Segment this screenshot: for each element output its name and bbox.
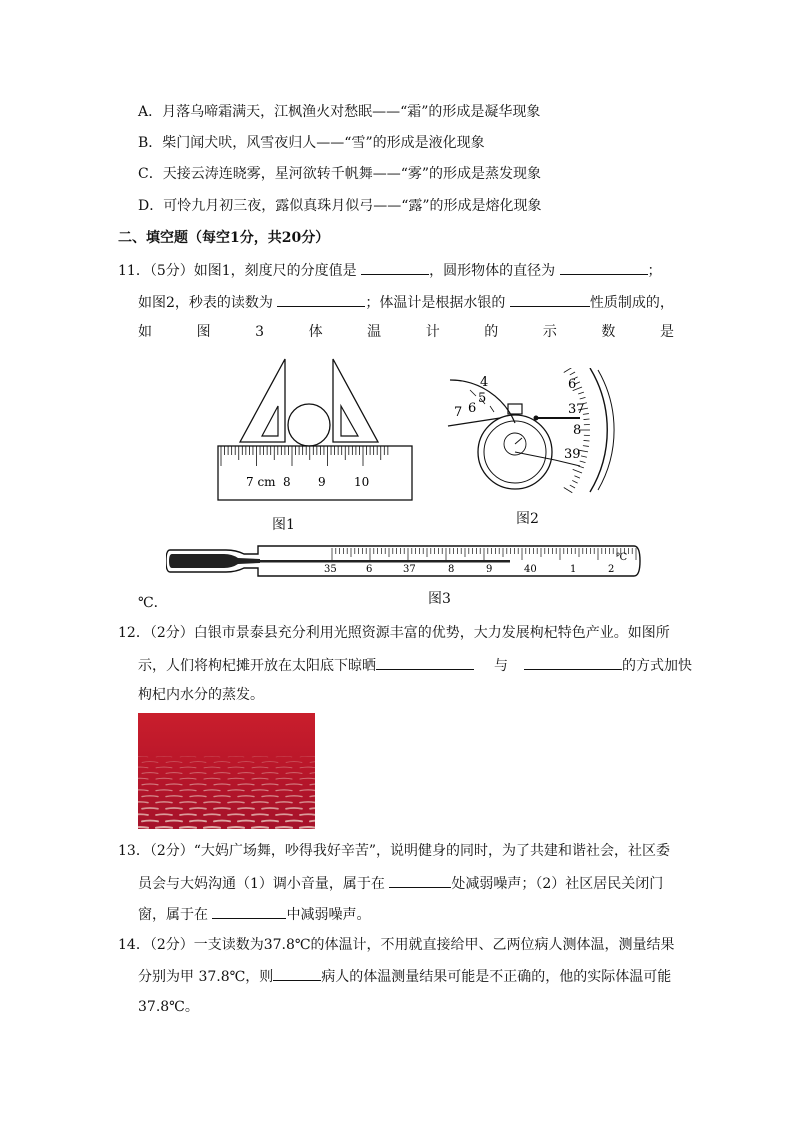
left-dial-label-5: 5 bbox=[478, 391, 487, 406]
photo-stripe bbox=[138, 814, 148, 815]
ruler-label-9: 9 bbox=[318, 475, 326, 489]
ruler-label-7: 7 cm bbox=[246, 475, 276, 489]
photo-stripe bbox=[262, 796, 278, 797]
photo-stripe bbox=[310, 796, 315, 797]
answer-blank[interactable] bbox=[277, 292, 365, 307]
q11-char: 数 bbox=[601, 324, 616, 340]
scale-tick bbox=[580, 461, 586, 463]
photo-stripe bbox=[228, 802, 244, 803]
photo-stripe bbox=[138, 790, 148, 791]
thermo-label-39: 9 bbox=[486, 564, 493, 575]
right-dial-arc bbox=[590, 368, 607, 492]
photo-stripe bbox=[286, 808, 302, 809]
thermo-label-41: 1 bbox=[570, 564, 577, 575]
photo-stripe bbox=[300, 827, 315, 828]
choice-b: B．柴门闻犬吠，风雪夜归人——“雪”的形成是液化现象 bbox=[138, 135, 485, 151]
figure-2-caption: 图2 bbox=[516, 511, 539, 527]
photo-stripe bbox=[190, 796, 206, 797]
q13-line3 bbox=[138, 904, 370, 925]
scale-tick bbox=[570, 485, 575, 488]
figure-1-ruler bbox=[210, 354, 420, 504]
photo-stripe bbox=[238, 796, 254, 797]
answer-blank[interactable] bbox=[212, 904, 286, 919]
q14-line3: 37.8℃。 bbox=[138, 999, 199, 1015]
photo-stripe bbox=[180, 827, 196, 828]
thermo-unit: ℃ bbox=[616, 552, 628, 563]
scale-tick bbox=[574, 476, 579, 478]
scale-tick bbox=[572, 480, 577, 483]
right-dial-label-39: 39 bbox=[564, 447, 581, 462]
photo-stripe bbox=[156, 814, 172, 815]
photo-stripe bbox=[156, 802, 172, 803]
photo-stripe bbox=[142, 796, 158, 797]
answer-blank[interactable] bbox=[361, 260, 429, 275]
choice-a: A．月落乌啼霜满天，江枫渔火对愁眠——“霜”的形成是凝华现象 bbox=[138, 104, 541, 120]
photo-stripe bbox=[204, 827, 220, 828]
photo-stripe bbox=[300, 814, 315, 815]
photo-stripe bbox=[276, 814, 292, 815]
q11-line2 bbox=[138, 292, 674, 313]
q11-char: 体 bbox=[308, 324, 323, 340]
q11-text-d: 如图2，秒表的读数为 bbox=[138, 295, 273, 311]
photo-stripe bbox=[214, 808, 230, 809]
photo-stripe bbox=[180, 814, 196, 815]
ruler-body bbox=[218, 446, 412, 500]
photo-stripe bbox=[252, 790, 268, 791]
photo-stripe bbox=[238, 808, 254, 809]
photo-stripe bbox=[286, 796, 302, 797]
scale-tick bbox=[578, 466, 584, 468]
scale-tick bbox=[584, 419, 590, 420]
photo-stripe bbox=[300, 790, 315, 791]
scale-tick bbox=[584, 440, 590, 441]
q12-line3: 枸杞内水分的蒸发。 bbox=[138, 687, 264, 703]
photo-stripe bbox=[180, 790, 196, 791]
q11-char: 图 bbox=[196, 324, 211, 340]
right-triangle-inner bbox=[341, 406, 358, 436]
photo-stripe bbox=[252, 802, 268, 803]
right-dial-label-37: 37 bbox=[568, 402, 585, 417]
mercury-column bbox=[260, 560, 510, 563]
second-hand bbox=[515, 452, 555, 460]
answer-blank[interactable] bbox=[524, 655, 622, 670]
goji-drying-photo bbox=[138, 713, 315, 829]
answer-blank[interactable] bbox=[273, 966, 321, 981]
q12-text-b: 与 bbox=[494, 658, 508, 674]
scale-tick bbox=[570, 372, 575, 375]
q11-char: 示 bbox=[542, 324, 557, 340]
scale-tick bbox=[573, 469, 582, 473]
photo-stripe bbox=[286, 821, 302, 822]
photo-stripe bbox=[166, 821, 182, 822]
photo-stripe bbox=[156, 790, 172, 791]
q13-line2 bbox=[138, 873, 663, 894]
q11-text-e: ；体温计是根据水银的 bbox=[365, 295, 506, 311]
answer-blank[interactable] bbox=[389, 873, 451, 888]
photo-stripe bbox=[228, 790, 244, 791]
photo-stripe bbox=[190, 808, 206, 809]
q12-line1: 12．（2分）白银市景泰县充分利用光照资源丰富的优势，大力发展枸杞特色产业。如图所 bbox=[118, 625, 670, 641]
scale-tick bbox=[581, 456, 587, 457]
photo-stripe bbox=[166, 796, 182, 797]
section-title: 二、填空题（每空1分，共20分） bbox=[118, 230, 330, 246]
thermo-label-37: 37 bbox=[403, 564, 416, 575]
q11-char: 3 bbox=[255, 324, 265, 340]
photo-stripe bbox=[156, 827, 172, 828]
ruler-label-10: 10 bbox=[354, 475, 370, 489]
q11-char: 如 bbox=[138, 324, 152, 340]
q14-line1: 14．（2分）一支读数为37.8℃的体温计，不用就直接给甲、乙两位病人测体温，测量结果 bbox=[118, 937, 675, 953]
q11-text-c: ； bbox=[647, 263, 662, 279]
q14-line2 bbox=[138, 966, 671, 987]
right-triangle bbox=[333, 359, 378, 442]
photo-stripe bbox=[204, 814, 220, 815]
q11-char: 的 bbox=[484, 324, 499, 340]
photo-stripe bbox=[310, 784, 315, 785]
q13-line1: 13．（2分）“大妈广场舞，吵得我好辛苦”，说明健身的同时，为了共建和谐社会，社区委 bbox=[118, 843, 671, 859]
left-dial-label-7: 7 bbox=[454, 405, 463, 420]
figure-2-stopwatch bbox=[440, 368, 620, 498]
answer-blank[interactable] bbox=[560, 260, 648, 275]
q11-char: 计 bbox=[425, 324, 440, 340]
round-object bbox=[288, 404, 330, 446]
answer-blank[interactable] bbox=[510, 292, 590, 307]
thermo-label-40: 40 bbox=[524, 564, 537, 575]
q13-text-c: 窗，属于在 bbox=[138, 907, 208, 923]
thermo-label-35: 35 bbox=[324, 564, 337, 575]
q11-char: 温 bbox=[367, 324, 382, 340]
ruler-label-8: 8 bbox=[283, 475, 291, 489]
left-dial-label-6: 6 bbox=[468, 401, 477, 416]
q13-text-d: 中减弱噪声。 bbox=[286, 907, 371, 923]
q11-line1 bbox=[118, 260, 662, 281]
photo-stripe bbox=[276, 790, 292, 791]
photo-stripe bbox=[142, 821, 158, 822]
left-dial-label-4: 4 bbox=[480, 375, 489, 390]
q11-char: 是 bbox=[659, 324, 674, 340]
scale-tick bbox=[578, 392, 584, 394]
thermo-label-42: 2 bbox=[608, 564, 615, 575]
answer-blank[interactable] bbox=[376, 655, 474, 670]
q11-text-b: ，圆形物体的直径为 bbox=[429, 263, 556, 279]
thermo-label-38: 8 bbox=[448, 564, 455, 575]
photo-stripe bbox=[204, 802, 220, 803]
photo-stripe bbox=[310, 808, 315, 809]
photo-stripe bbox=[310, 821, 315, 822]
choice-d: D．可怜九月初三夜，露似真珠月似弓——“露”的形成是熔化现象 bbox=[138, 198, 542, 214]
photo-stripe bbox=[228, 814, 244, 815]
photo-stripe bbox=[204, 790, 220, 791]
q11-text-f: 性质制成的， bbox=[589, 295, 674, 311]
left-triangle-inner bbox=[262, 406, 278, 436]
figure-3-caption: 图3 bbox=[428, 591, 451, 607]
figure-1-caption: 图1 bbox=[272, 517, 295, 533]
photo-stripe bbox=[252, 814, 268, 815]
scale-tick bbox=[583, 446, 589, 447]
q13-text-a: 员会与大妈沟通（1）调小音量，属于在 bbox=[138, 876, 385, 892]
photo-stripe bbox=[262, 808, 278, 809]
photo-stripe bbox=[138, 802, 148, 803]
photo-stripe bbox=[276, 827, 292, 828]
photo-stripe bbox=[238, 821, 254, 822]
photo-stripe bbox=[138, 827, 148, 828]
photo-stripe bbox=[180, 802, 196, 803]
photo-stripe bbox=[228, 827, 244, 828]
photo-stripe bbox=[300, 802, 315, 803]
photo-stripe bbox=[190, 821, 206, 822]
photo-stripe bbox=[214, 821, 230, 822]
q11-tail: ℃． bbox=[138, 595, 168, 611]
scale-tick bbox=[564, 368, 573, 373]
q12-line2 bbox=[138, 655, 692, 676]
choice-c: C．天接云涛连晓雾，星河欲转千帆舞——“雾”的形成是蒸发现象 bbox=[138, 166, 542, 182]
q11-line3 bbox=[138, 322, 674, 342]
thermo-label-36: 6 bbox=[366, 564, 373, 575]
scale-tick bbox=[564, 487, 573, 492]
q12-text-a: 示，人们将枸杞摊开放在太阳底下晾晒 bbox=[138, 658, 376, 674]
q14-text-a: 分别为甲 37.8℃，则 bbox=[138, 969, 274, 985]
q11-text-a: 11．（5分）如图1，刻度尺的分度值是 bbox=[118, 263, 357, 279]
scale-tick bbox=[580, 397, 586, 399]
photo-stripe bbox=[166, 808, 182, 809]
q12-text-c: 的方式加快 bbox=[622, 658, 692, 674]
q14-text-b: 病人的体温测量结果可能是不正确的，他的实际体温可能 bbox=[321, 969, 672, 985]
photo-stripe bbox=[252, 827, 268, 828]
photo-stripe bbox=[276, 802, 292, 803]
photo-stripe bbox=[262, 821, 278, 822]
q13-text-b: 处减弱噪声；（2）社区居民关闭门 bbox=[451, 876, 664, 892]
figure-3-thermometer bbox=[166, 540, 642, 582]
right-dial-label-8: 8 bbox=[573, 423, 582, 438]
sub-dial-hand bbox=[515, 438, 522, 444]
photo-stripe bbox=[142, 808, 158, 809]
photo-stripe bbox=[214, 796, 230, 797]
right-dial-label-6: 6 bbox=[568, 377, 577, 392]
